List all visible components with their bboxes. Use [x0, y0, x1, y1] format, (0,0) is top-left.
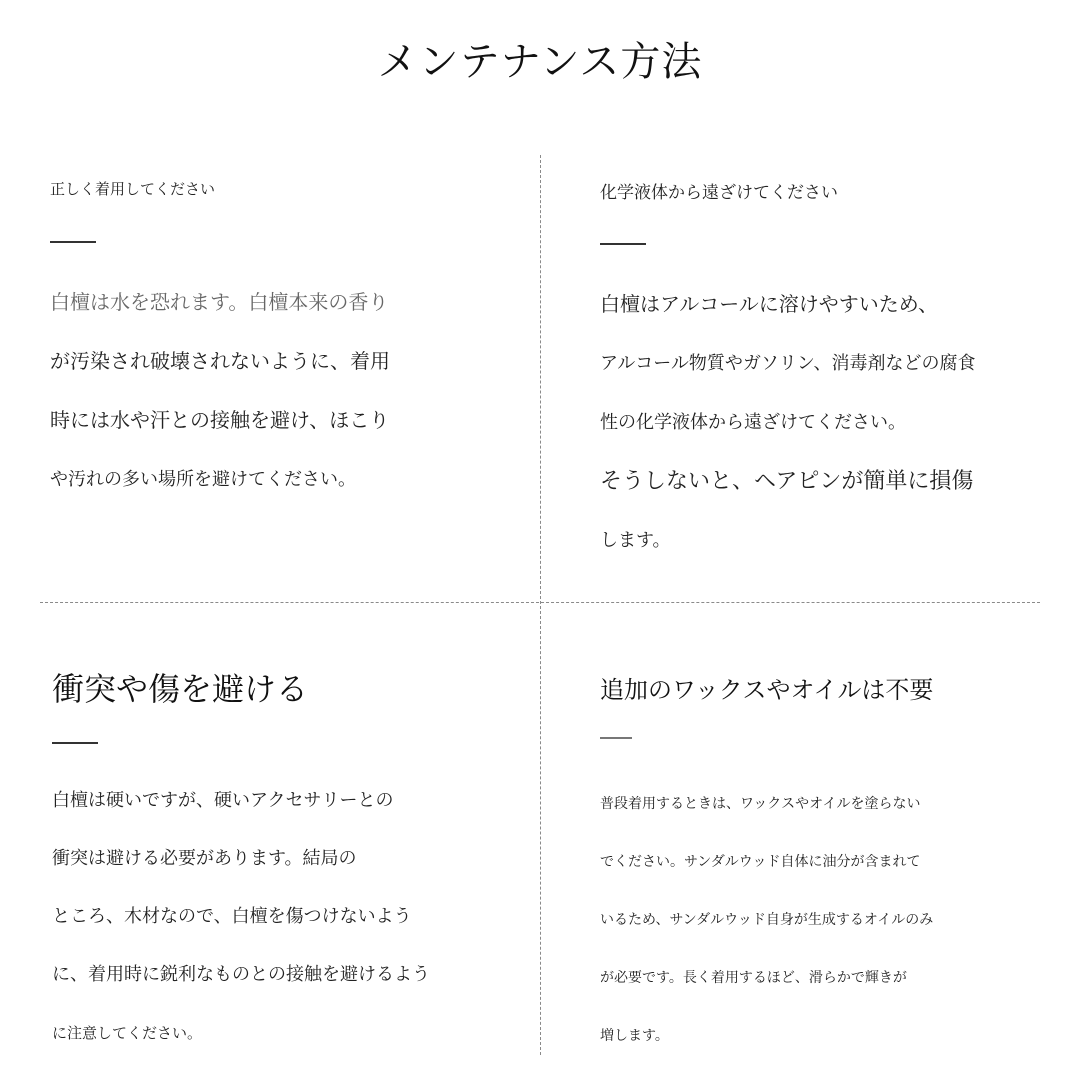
- body-line: 衝突は避ける必要があります。結局の: [52, 848, 357, 869]
- section-body: [600, 275, 975, 570]
- body-line: アルコール物質やガソリン、消毒剤などの腐食: [600, 353, 976, 374]
- body-line: 普段着用するときは、ワックスやオイルを塗らない: [600, 796, 921, 812]
- section-heading: 衝突や傷を避ける: [52, 670, 309, 708]
- body-line: や汚れの多い場所を避けてください。: [50, 469, 356, 490]
- horizontal-divider: [40, 602, 1040, 603]
- section-body: [52, 772, 430, 1062]
- body-line: が汚染され破壊されないように、着用: [50, 349, 390, 373]
- section-no-wax-oil: [600, 670, 933, 1065]
- section-heading: 追加のワックスやオイルは不要: [600, 676, 934, 704]
- heading-underline: [600, 243, 646, 245]
- body-line: いるため、サンダルウッド自身が生成するオイルのみ: [600, 912, 934, 928]
- body-line: 増します。: [600, 1028, 669, 1044]
- body-line: ところ、木材なので、白檀を傷つけないよう: [52, 906, 412, 927]
- body-line: 時には水や汗との接触を避け、ほこり: [50, 408, 390, 432]
- body-line: が必要です。長く着用するほど、滑らかで輝きが: [600, 970, 907, 986]
- section-avoid-impact: [52, 664, 430, 1062]
- section-heading: 正しく着用してください: [50, 180, 216, 198]
- body-line: そうしないと、ヘアピンが簡単に損傷: [600, 469, 974, 494]
- body-line: 白檀はアルコールに溶けやすいため、: [600, 292, 938, 316]
- section-wear-correctly: [50, 178, 390, 509]
- section-avoid-chemicals: [600, 178, 975, 570]
- body-line: 白檀は水を恐れます。白檀本来の香り: [50, 290, 389, 314]
- body-line: します。: [600, 530, 671, 551]
- body-line: に、着用時に鋭利なものとの接触を避けるよう: [52, 964, 430, 985]
- vertical-divider: [540, 155, 541, 1055]
- section-body: [50, 273, 390, 509]
- body-line: でください。サンダルウッド自体に油分が含まれて: [600, 854, 921, 870]
- body-line: 性の化学液体から遠ざけてください。: [600, 412, 906, 433]
- page-title: メンテナンス方法: [377, 39, 703, 85]
- heading-underline: [52, 742, 98, 744]
- heading-underline: [600, 737, 632, 739]
- body-line: に注意してください。: [52, 1024, 203, 1042]
- body-line: 白檀は硬いですが、硬いアクセサリーとの: [52, 790, 394, 811]
- heading-underline: [50, 241, 96, 243]
- section-heading: 化学液体から遠ざけてください: [600, 183, 838, 203]
- section-body: [600, 775, 933, 1065]
